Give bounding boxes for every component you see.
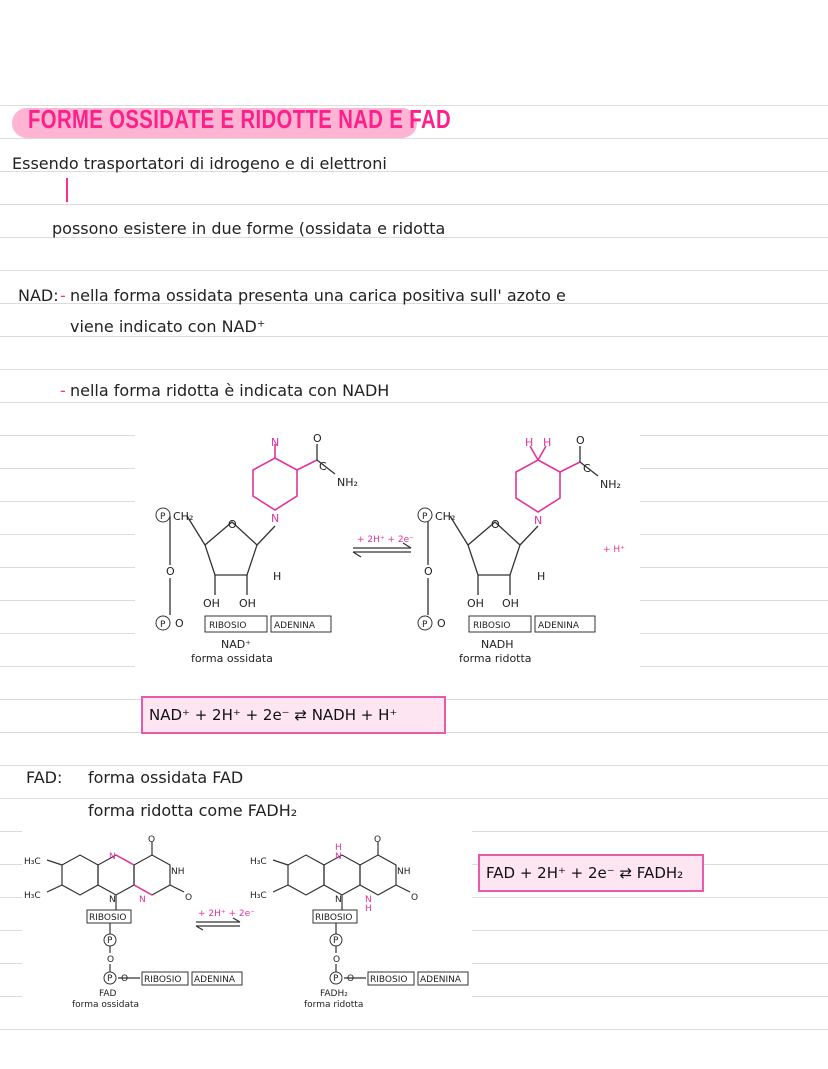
fad-o-right-left: O xyxy=(185,893,193,903)
fad-line-1: forma ossidata FAD xyxy=(88,768,244,787)
fad-p-1-left: P xyxy=(107,936,113,946)
nad-oh-2-right: OH xyxy=(502,597,519,610)
fad-arrow-label: + 2H⁺ + 2e⁻ xyxy=(198,909,255,919)
fad-adenina-left: ADENINA xyxy=(194,975,236,985)
nad-o-carbonyl-left: O xyxy=(313,432,322,445)
fad-h-1-right: H xyxy=(365,904,372,914)
fad-left-caption: forma ossidata xyxy=(72,1000,140,1010)
nad-o-ester-right: O xyxy=(437,617,446,630)
nad-bullet-1-line-a: nella forma ossidata presenta una carica positiva sull' azoto e xyxy=(70,286,566,305)
fad-nh-right: NH xyxy=(397,867,411,877)
fad-n-1-left: N xyxy=(139,895,146,905)
fad-h3c-bottom-right: H₃C xyxy=(250,891,267,901)
fad-p-1-right: P xyxy=(333,936,339,946)
fad-ribosio-bottom-right: RIBOSIO xyxy=(370,975,408,985)
nad-p-top-right: P xyxy=(422,512,428,522)
nad-h-top-b: H xyxy=(543,436,552,449)
nad-o-bridge-right: O xyxy=(424,565,433,578)
nad-o-carbonyl-right: O xyxy=(576,434,585,447)
nad-n-ring-right: N xyxy=(534,514,543,527)
nad-n-top-left: N xyxy=(271,436,280,449)
fad-n-5-left: N xyxy=(109,852,116,862)
nad-left-name: NAD⁺ xyxy=(221,638,252,651)
fad-right-caption: forma ridotta xyxy=(304,1000,364,1010)
fad-section-label: FAD: xyxy=(26,768,63,787)
nad-equation-box xyxy=(141,696,446,734)
nad-o-bridge-left: O xyxy=(166,565,175,578)
fad-n-1-right: N xyxy=(365,895,372,905)
nad-oh-2-left: OH xyxy=(239,597,256,610)
nad-o-ester-left: O xyxy=(175,617,184,630)
fad-o-bridge-left: O xyxy=(107,955,115,965)
nad-bullet-2-dash: - xyxy=(60,381,66,400)
nad-oh-1-left: OH xyxy=(203,597,220,610)
fad-structure-diagram xyxy=(22,830,472,1015)
nad-ribosio-right: RIBOSIO xyxy=(473,621,511,631)
intro-line-2: possono esistere in due forme (ossidata e ridotta xyxy=(52,219,446,238)
fad-o-ester-right: O xyxy=(347,974,355,984)
nad-ch2-left: CH₂ xyxy=(173,510,194,523)
fad-ribosio-top-right: RIBOSIO xyxy=(315,913,353,923)
fad-ribosio-top-left: RIBOSIO xyxy=(89,913,127,923)
intro-line-1: Essendo trasportatori di idrogeno e di elettroni xyxy=(12,154,387,173)
fad-ribosio-bottom-left: RIBOSIO xyxy=(144,975,182,985)
nad-p-bottom-left: P xyxy=(160,620,166,630)
nad-right-name: NADH xyxy=(481,638,514,651)
fad-p-2-left: P xyxy=(107,974,113,984)
fad-h-5-right: H xyxy=(335,843,342,853)
nad-adenina-right: ADENINA xyxy=(538,621,580,631)
fad-right-name: FADH₂ xyxy=(320,989,348,999)
nad-ribosio-left: RIBOSIO xyxy=(209,621,247,631)
fad-p-2-right: P xyxy=(333,974,339,984)
nad-n-ring-left: N xyxy=(271,512,280,525)
nad-left-caption: forma ossidata xyxy=(191,652,273,665)
nad-section-label: NAD: xyxy=(18,286,59,305)
fad-left-name: FAD xyxy=(99,989,117,999)
nad-p-top-left: P xyxy=(160,512,166,522)
fad-o-top-left: O xyxy=(148,835,156,845)
fad-n-5-right: N xyxy=(335,852,342,862)
nad-equation: NAD⁺ + 2H⁺ + 2e⁻ ⇄ NADH + H⁺ xyxy=(149,706,398,724)
fad-h3c-bottom-left: H₃C xyxy=(24,891,41,901)
fad-o-ester-left: O xyxy=(121,974,129,984)
fad-n-10-right: N xyxy=(335,895,342,905)
nad-structure-diagram xyxy=(135,430,640,670)
nad-byproduct: + H⁺ xyxy=(603,545,625,555)
nad-adenina-left: ADENINA xyxy=(274,621,316,631)
nad-c-left: C xyxy=(319,460,327,473)
page-title: FORME OSSIDATE E RIDOTTE NAD E FAD xyxy=(28,104,452,134)
nad-nh2-right: NH₂ xyxy=(600,478,621,491)
pink-tick-mark xyxy=(66,178,68,202)
fad-h3c-top-left: H₃C xyxy=(24,857,41,867)
nad-bullet-1-dash: - xyxy=(60,286,66,305)
fad-o-right-right: O xyxy=(411,893,419,903)
fad-nh-left: NH xyxy=(171,867,185,877)
nad-ring-o-right: O xyxy=(491,518,500,531)
nad-bullet-2: nella forma ridotta è indicata con NADH xyxy=(70,381,390,400)
nad-arrow-label: + 2H⁺ + 2e⁻ xyxy=(357,535,414,545)
nad-h-right: H xyxy=(537,570,546,583)
fad-adenina-right: ADENINA xyxy=(420,975,462,985)
nad-nh2-left: NH₂ xyxy=(337,476,358,489)
fad-line-2: forma ridotta come FADH₂ xyxy=(88,801,298,820)
nad-h-left: H xyxy=(273,570,282,583)
nad-bullet-1-line-b: viene indicato con NAD⁺ xyxy=(70,317,266,336)
nad-p-bottom-right: P xyxy=(422,620,428,630)
nad-ring-o-left: O xyxy=(228,518,237,531)
fad-equation-box xyxy=(478,854,704,892)
nad-right-caption: forma ridotta xyxy=(459,652,532,665)
nad-oh-1-right: OH xyxy=(467,597,484,610)
nad-h-top-a: H xyxy=(525,436,534,449)
nad-c-right: C xyxy=(583,462,591,475)
fad-h3c-top-right: H₃C xyxy=(250,857,267,867)
fad-equation: FAD + 2H⁺ + 2e⁻ ⇄ FADH₂ xyxy=(486,864,684,882)
nad-ch2-right: CH₂ xyxy=(435,510,456,523)
fad-n-10-left: N xyxy=(109,895,116,905)
fad-o-top-right: O xyxy=(374,835,382,845)
fad-o-bridge-right: O xyxy=(333,955,341,965)
